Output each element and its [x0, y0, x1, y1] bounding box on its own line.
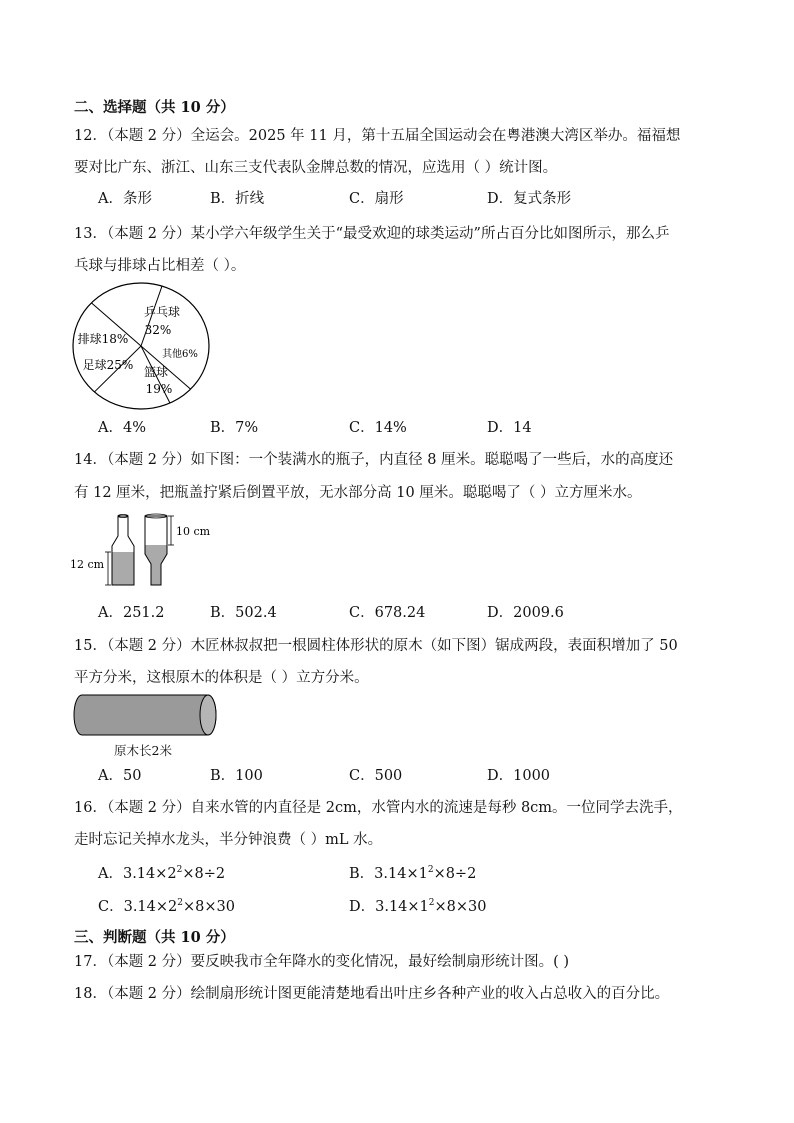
question-16-line-2: 走时忘记关掉水龙头，半分钟浪费（ ）mL 水。 — [74, 832, 383, 848]
question-13-line-1: 13．（本题 2 分）某小学六年级学生关于“最受欢迎的球类运动”所占百分比如图所示，那么乒 — [74, 226, 670, 242]
inverted-bottle-water — [145, 545, 167, 585]
question-15-line-2: 平方分米，这根原木的体积是（ ）立方分米。 — [74, 670, 369, 686]
option-a: A．4% — [98, 420, 146, 436]
log-cylinder — [72, 694, 222, 736]
option-d: D．1000 — [487, 768, 551, 784]
option-b: B．7% — [210, 420, 259, 436]
pie-chart — [70, 280, 212, 412]
option-b: B．折线 — [210, 191, 265, 207]
question-14-line-2: 有 12 厘米，把瓶盖拧紧后倒置平放，无水部分高 10 厘米。聪聪喝了（ ）立方厘米水。 — [74, 485, 642, 501]
option-d: D．$3.14\times 1^2\times 8\times 30$ — [349, 898, 487, 915]
upright-bottle-water — [112, 552, 134, 585]
log-caption: 原木长2米 — [114, 743, 172, 758]
question-15-line-1: 15．（本题 2 分）木匠林叔叔把一根圆柱体形状的原木（如下图）锯成两段，表面积增加了 50 — [74, 638, 678, 654]
pie-label-other: 其他6% — [162, 349, 198, 360]
option-d: D．复式条形 — [487, 191, 572, 207]
pie-label-basketball-pct: 19% — [145, 382, 173, 396]
question-16-line-1: 16．（本题 2 分）自来水管的内直径是 2cm，水管内水的流速是每秒 8cm。一位同学去洗手， — [74, 800, 683, 816]
option-b: B．100 — [210, 768, 263, 784]
pie-label-pingpong-name: 乒乓球 — [143, 305, 181, 319]
bottle-diagram — [70, 512, 220, 592]
section-title: 三、判断题（共 10 分） — [74, 929, 235, 946]
question-17: 17．（本题 2 分）要反映我市全年降水的变化情况，最好绘制扇形统计图。( ) — [74, 954, 570, 970]
option-c: C．扇形 — [349, 191, 404, 207]
option-a: A．条形 — [98, 191, 152, 207]
label-10cm: 10 cm — [176, 525, 211, 538]
question-18: 18．（本题 2 分）绘制扇形统计图更能清楚地看出叶庄乡各种产业的收入占总收入的百分比。 — [74, 986, 670, 1002]
option-c: C．$3.14\times 2^2\times 8\times 30$ — [98, 898, 235, 915]
option-a: A．$3.14\times 2^2\times 8\div 2$ — [98, 865, 226, 882]
option-a: A．50 — [98, 768, 142, 784]
question-12-line-1: 12．（本题 2 分）全运会。2025 年 11 月，第十五届全国运动会在粤港澳大湾区举办。福福想 — [74, 128, 681, 144]
option-d: D．14 — [487, 420, 532, 436]
option-c: C．14% — [349, 420, 407, 436]
question-12-line-2: 要对比广东、浙江、山东三支代表队金牌总数的情况，应选用（ ）统计图。 — [74, 160, 558, 176]
pie-label-football: 足球25% — [82, 358, 134, 372]
option-a: A．251.2 — [98, 605, 165, 621]
option-d: D．2009.6 — [487, 605, 564, 621]
pie-label-basketball-name: 篮球 — [143, 365, 169, 379]
option-c: C．500 — [349, 768, 403, 784]
option-b: B．$3.14\times 1^2\times 8\div 2$ — [349, 865, 477, 882]
question-14-line-1: 14．（本题 2 分）如下图：一个装满水的瓶子，内直径 8 厘米。聪聪喝了一些后，水的高度还 — [74, 452, 674, 468]
option-c: C．678.24 — [349, 605, 426, 621]
pie-label-pingpong-pct: 32% — [144, 323, 172, 337]
question-13-line-2: 乓球与排球占比相差（ ）。 — [74, 258, 246, 274]
section-title: 二、选择题（共 10 分） — [74, 99, 235, 116]
option-b: B．502.4 — [210, 605, 277, 621]
pie-label-volleyball: 排球18% — [77, 332, 129, 346]
label-12cm: 12 cm — [70, 558, 105, 571]
